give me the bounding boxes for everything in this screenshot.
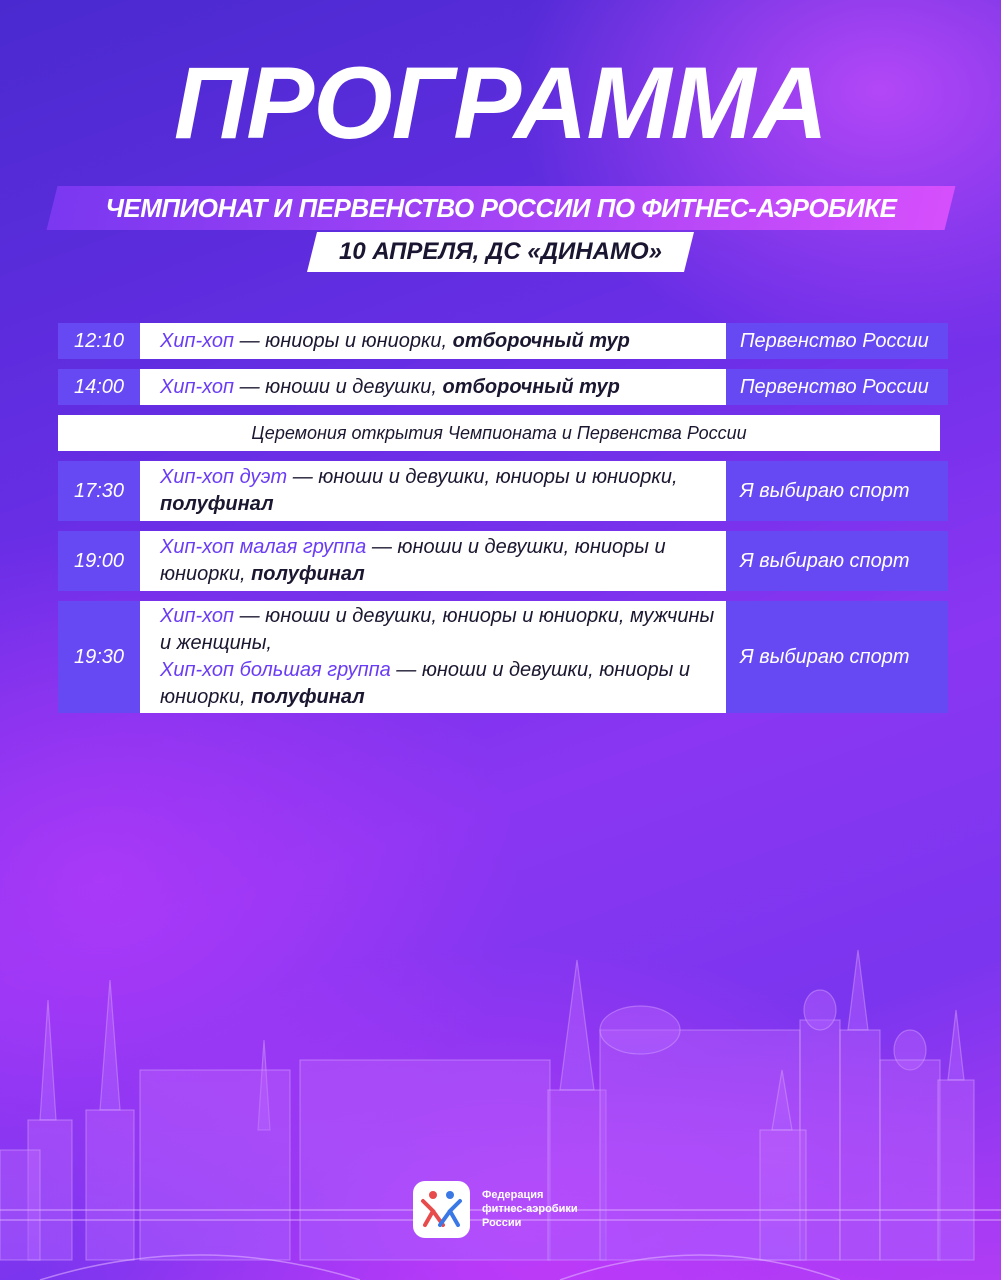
federation-name-line: фитнес-аэробики <box>482 1203 578 1215</box>
event-name: Хип-хоп большая группа <box>160 659 391 681</box>
time-cell: 19:30 <box>58 601 140 713</box>
description-cell <box>140 369 726 405</box>
time-cell: 19:00 <box>58 531 140 591</box>
championship-subtitle: ЧЕМПИОНАТ И ПЕРВЕНСТВО РОССИИ ПО ФИТНЕС-АЭРОБИКЕ <box>105 193 897 223</box>
event-name: Хип-хоп <box>160 329 235 352</box>
event-groups: — юноши и девушки, юниоры и юниорки, <box>160 659 691 708</box>
event-name: Хип-хоп <box>160 375 235 398</box>
schedule-row <box>58 531 940 591</box>
event-groups: — юноши и девушки, юниоры и юниорки, <box>287 466 678 488</box>
description-cell <box>140 323 726 359</box>
federation-name-line: Федерация <box>482 1189 544 1201</box>
opening-ceremony: Церемония открытия Чемпионата и Первенства России <box>58 415 940 451</box>
event-groups: — юноши и девушки, юниоры и юниорки, мужчины и женщины, <box>160 605 715 654</box>
description-cell <box>140 601 726 713</box>
date-venue: 10 АПРЕЛЯ, ДС «ДИНАМО» <box>339 238 662 265</box>
schedule-table <box>58 323 940 723</box>
schedule-row <box>58 323 940 359</box>
category-cell: Первенство России <box>726 323 948 359</box>
schedule-row <box>58 369 940 405</box>
event-stage: отборочный тур <box>442 375 620 398</box>
federation-logo <box>413 1181 470 1238</box>
event-groups: — юноши и девушки, <box>234 375 443 398</box>
event-name: Хип-хоп малая группа <box>160 536 367 558</box>
event-stage: полуфинал <box>251 686 365 708</box>
page-title: ПРОГРАММА <box>173 46 828 160</box>
event-name: Хип-хоп дуэт <box>160 466 288 488</box>
time-cell: 17:30 <box>58 461 140 521</box>
category-cell: Я выбираю спорт <box>726 461 948 521</box>
federation-name <box>482 1188 578 1230</box>
figures-icon <box>413 1181 470 1238</box>
category-cell: Я выбираю спорт <box>726 531 948 591</box>
time-cell: 12:10 <box>58 323 140 359</box>
event-stage: отборочный тур <box>452 329 630 352</box>
event-stage: полуфинал <box>251 563 365 585</box>
event-stage: полуфинал <box>160 493 274 515</box>
description-cell <box>140 461 726 521</box>
category-cell: Первенство России <box>726 369 948 405</box>
federation-name-line: России <box>482 1217 522 1229</box>
event-groups: — юноши и девушки, юниоры и юниорки, <box>160 536 666 585</box>
category-cell: Я выбираю спорт <box>726 601 948 713</box>
description-cell <box>140 531 726 591</box>
time-cell: 14:00 <box>58 369 140 405</box>
schedule-row <box>58 601 940 713</box>
event-groups: — юниоры и юниорки, <box>234 329 453 352</box>
schedule-row <box>58 461 940 521</box>
event-name: Хип-хоп <box>160 605 235 627</box>
